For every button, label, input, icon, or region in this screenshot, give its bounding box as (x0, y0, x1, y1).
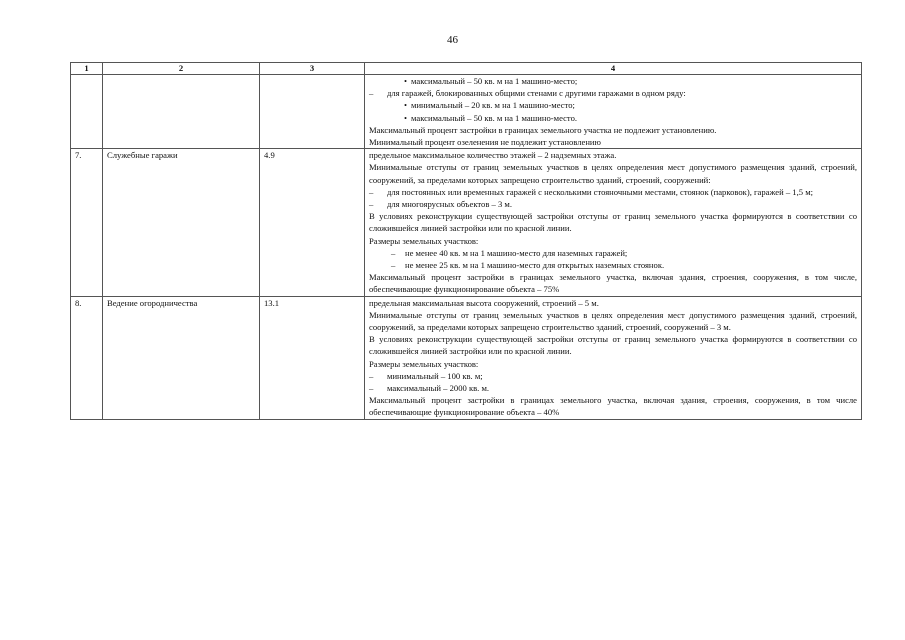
bullet-item (369, 99, 857, 111)
table-row-7 (71, 149, 862, 296)
dash-item (369, 87, 857, 99)
dash-item (369, 186, 857, 198)
paragraph: Максимальный процент застройки в границах земельного участка, включая здания, строения, сооружения, в том числе обеспечивающие функционирование объекта – 40% (369, 395, 857, 418)
item-text: для постоянных или временных гаражей с несколькими стояночными местами, стоянок (парковок), гаражей – 1,5 м; (387, 186, 814, 197)
land-use-name: Служебные гаражи (103, 149, 260, 296)
paragraph: Минимальные отступы от границ земельных участков в целях определения мест допустимого размещения зданий, строений, сооружений, за пределами которых запрещено строительство зданий, строений, сооружений: (369, 162, 857, 185)
paragraph: предельная максимальная высота сооружений, строений – 5 м. (369, 297, 599, 308)
cont-code-cell (260, 75, 365, 149)
item-text: минимальный – 100 кв. м; (387, 370, 483, 381)
paragraph: Минимальный процент озеленения не подлежит установлению (369, 137, 601, 148)
row-number: 8. (71, 296, 103, 419)
dash-item (369, 198, 857, 210)
row-7-params-cell (365, 149, 862, 296)
table-row-8 (71, 296, 862, 419)
item-text: для многоярусных объектов – 3 м. (387, 199, 513, 210)
item-text: минимальный – 20 кв. м на 1 машино-место; (411, 100, 575, 111)
cont-num-cell (71, 75, 103, 149)
page-number: 46 (447, 34, 458, 46)
dash-item (369, 259, 857, 271)
paragraph: Минимальные отступы от границ земельных участков в целях определения мест допустимого размещения зданий, строений, сооружений, за пределами которых запрещено строительство зданий, строений, сооружений – 3 м. (369, 309, 857, 333)
paragraph: предельное максимальное количество этажей – 2 надземных этажа. (369, 150, 617, 161)
paragraph: Максимальный процент застройки в границах земельного участка не подлежит установлению. (369, 124, 717, 135)
item-text: не менее 25 кв. м на 1 машино-место для открытых наземных стоянок. (405, 260, 665, 271)
cont-params-cell (365, 75, 862, 149)
row-8-params-cell (365, 296, 862, 419)
item-text: максимальный – 50 кв. м на 1 машино-место; (411, 76, 578, 86)
paragraph: Размеры земельных участков: (369, 358, 479, 369)
bullet-marker: • (404, 100, 408, 111)
item-text: максимальный – 2000 кв. м. (387, 383, 490, 394)
paragraph: Размеры земельных участков: (369, 235, 479, 246)
header-col-3: 3 (260, 63, 365, 75)
cont-name-cell (103, 75, 260, 149)
bullet-item (369, 112, 857, 124)
item-text: не менее 40 кв. м на 1 машино-место для наземных гаражей; (405, 247, 628, 258)
row-number: 7. (71, 149, 103, 296)
bullet-marker: • (404, 76, 408, 86)
item-text: для гаражей, блокированных общими стенами с другими гаражами в одном ряду: (387, 88, 686, 99)
dash-item (369, 247, 857, 259)
header-col-2: 2 (103, 63, 260, 75)
table-row-continuation (71, 75, 862, 149)
dash-marker: – (369, 88, 374, 99)
dash-marker: – (391, 260, 396, 271)
dash-marker: – (369, 383, 374, 394)
paragraph: В условиях реконструкции существующей застройки отступы от границ земельного участка формируются в соответствии со сложившейся линией застройки или по красной линии. (369, 211, 857, 234)
bullet-item (369, 75, 857, 87)
paragraph: В условиях реконструкции существующей застройки отступы от границ земельного участка формируются в соответствии со сложившейся линией застройки или по красной линии. (369, 334, 857, 357)
dash-marker: – (391, 247, 396, 258)
bullet-marker: • (404, 112, 408, 123)
dash-item (369, 370, 857, 382)
land-use-code: 4.9 (260, 149, 365, 296)
dash-item (369, 382, 857, 394)
dash-marker: – (369, 199, 374, 210)
header-col-1: 1 (71, 63, 103, 75)
header-col-4: 4 (365, 63, 862, 75)
land-use-name: Ведение огородничества (103, 296, 260, 419)
item-text: максимальный – 50 кв. м на 1 машино-место. (411, 112, 578, 123)
paragraph: Максимальный процент застройки в границах земельного участка, включая здания, строения, сооружения, в том числе, обеспечивающие функционирование объекта – 75% (369, 272, 857, 295)
header-row (71, 63, 862, 75)
land-use-regulations-table (70, 62, 862, 420)
dash-marker: – (369, 370, 374, 381)
land-use-code: 13.1 (260, 296, 365, 419)
dash-marker: – (369, 186, 374, 197)
